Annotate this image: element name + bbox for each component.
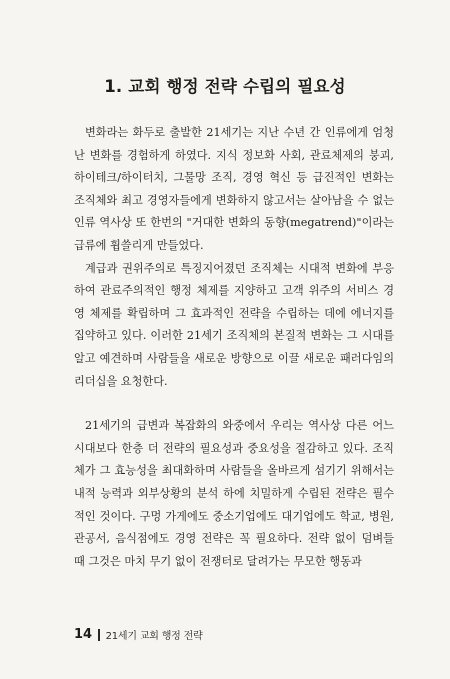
page-number: 14: [74, 627, 93, 642]
page-footer: [74, 627, 203, 642]
running-title: 21세기 교회 행정 전략: [105, 631, 203, 642]
body-text: [74, 122, 394, 573]
paragraph: 변화라는 화두로 출발한 21세기는 지난 수년 간 인류에게 엄청난 변화를 경험하게 하였다. 지식 정보화 사회, 관료체제의 붕괴, 하이테크/하이터치, 그물망 조직, 경영 혁신 등 급진적인 변화는 조직체와 최고 경영자들에게 변화하지 않고서는 살아남을 수 없는 인류 역사상 또 한번의 "거대한 변화의 동향(megatrend)"이라는 급류에 휩쓸리게 만들었다.: [74, 126, 394, 252]
paragraph: 21세기의 급변과 복잡화의 와중에서 우리는 역사상 다른 어느 시대보다 한층 더 전략의 필요성과 중요성을 절감하고 있다. 조직체가 그 효능성을 최대화하며 사람들을 올바르게 섬기기 위해서는 내적 능력과 외부상황의 분석 하에 치밀하게 수립된 전략은 필수적인 것이다. 구멍 가게에도 중소기업에도 대기업에도 학교, 병원, 관공서, 음식점에도 경영 전략은 꼭 필요하다. 전략 없이 덤벼들 때 그것은 마치 무기 없이 전쟁터로 달려가는 무모한 행동과: [74, 419, 394, 568]
section-heading: 1. 교회 행정 전략 수립의 필요성: [104, 77, 346, 97]
footer-divider: [98, 629, 100, 641]
paragraph: 계급과 권위주의로 특징지어졌던 조직체는 시대적 변화에 부응하여 관료주의적인 행정 체제를 지양하고 고객 위주의 서비스 경영 체제를 확립하며 그 효과적인 전략을 수립하는 데에 에너지를 집약하고 있다. 이러한 21세기 조직체의 본질적 변화는 그 시대를 알고 예견하며 사람들을 새로운 방향으로 이끌 새로운 패러다임의 리더십을 요청한다.: [74, 261, 394, 388]
